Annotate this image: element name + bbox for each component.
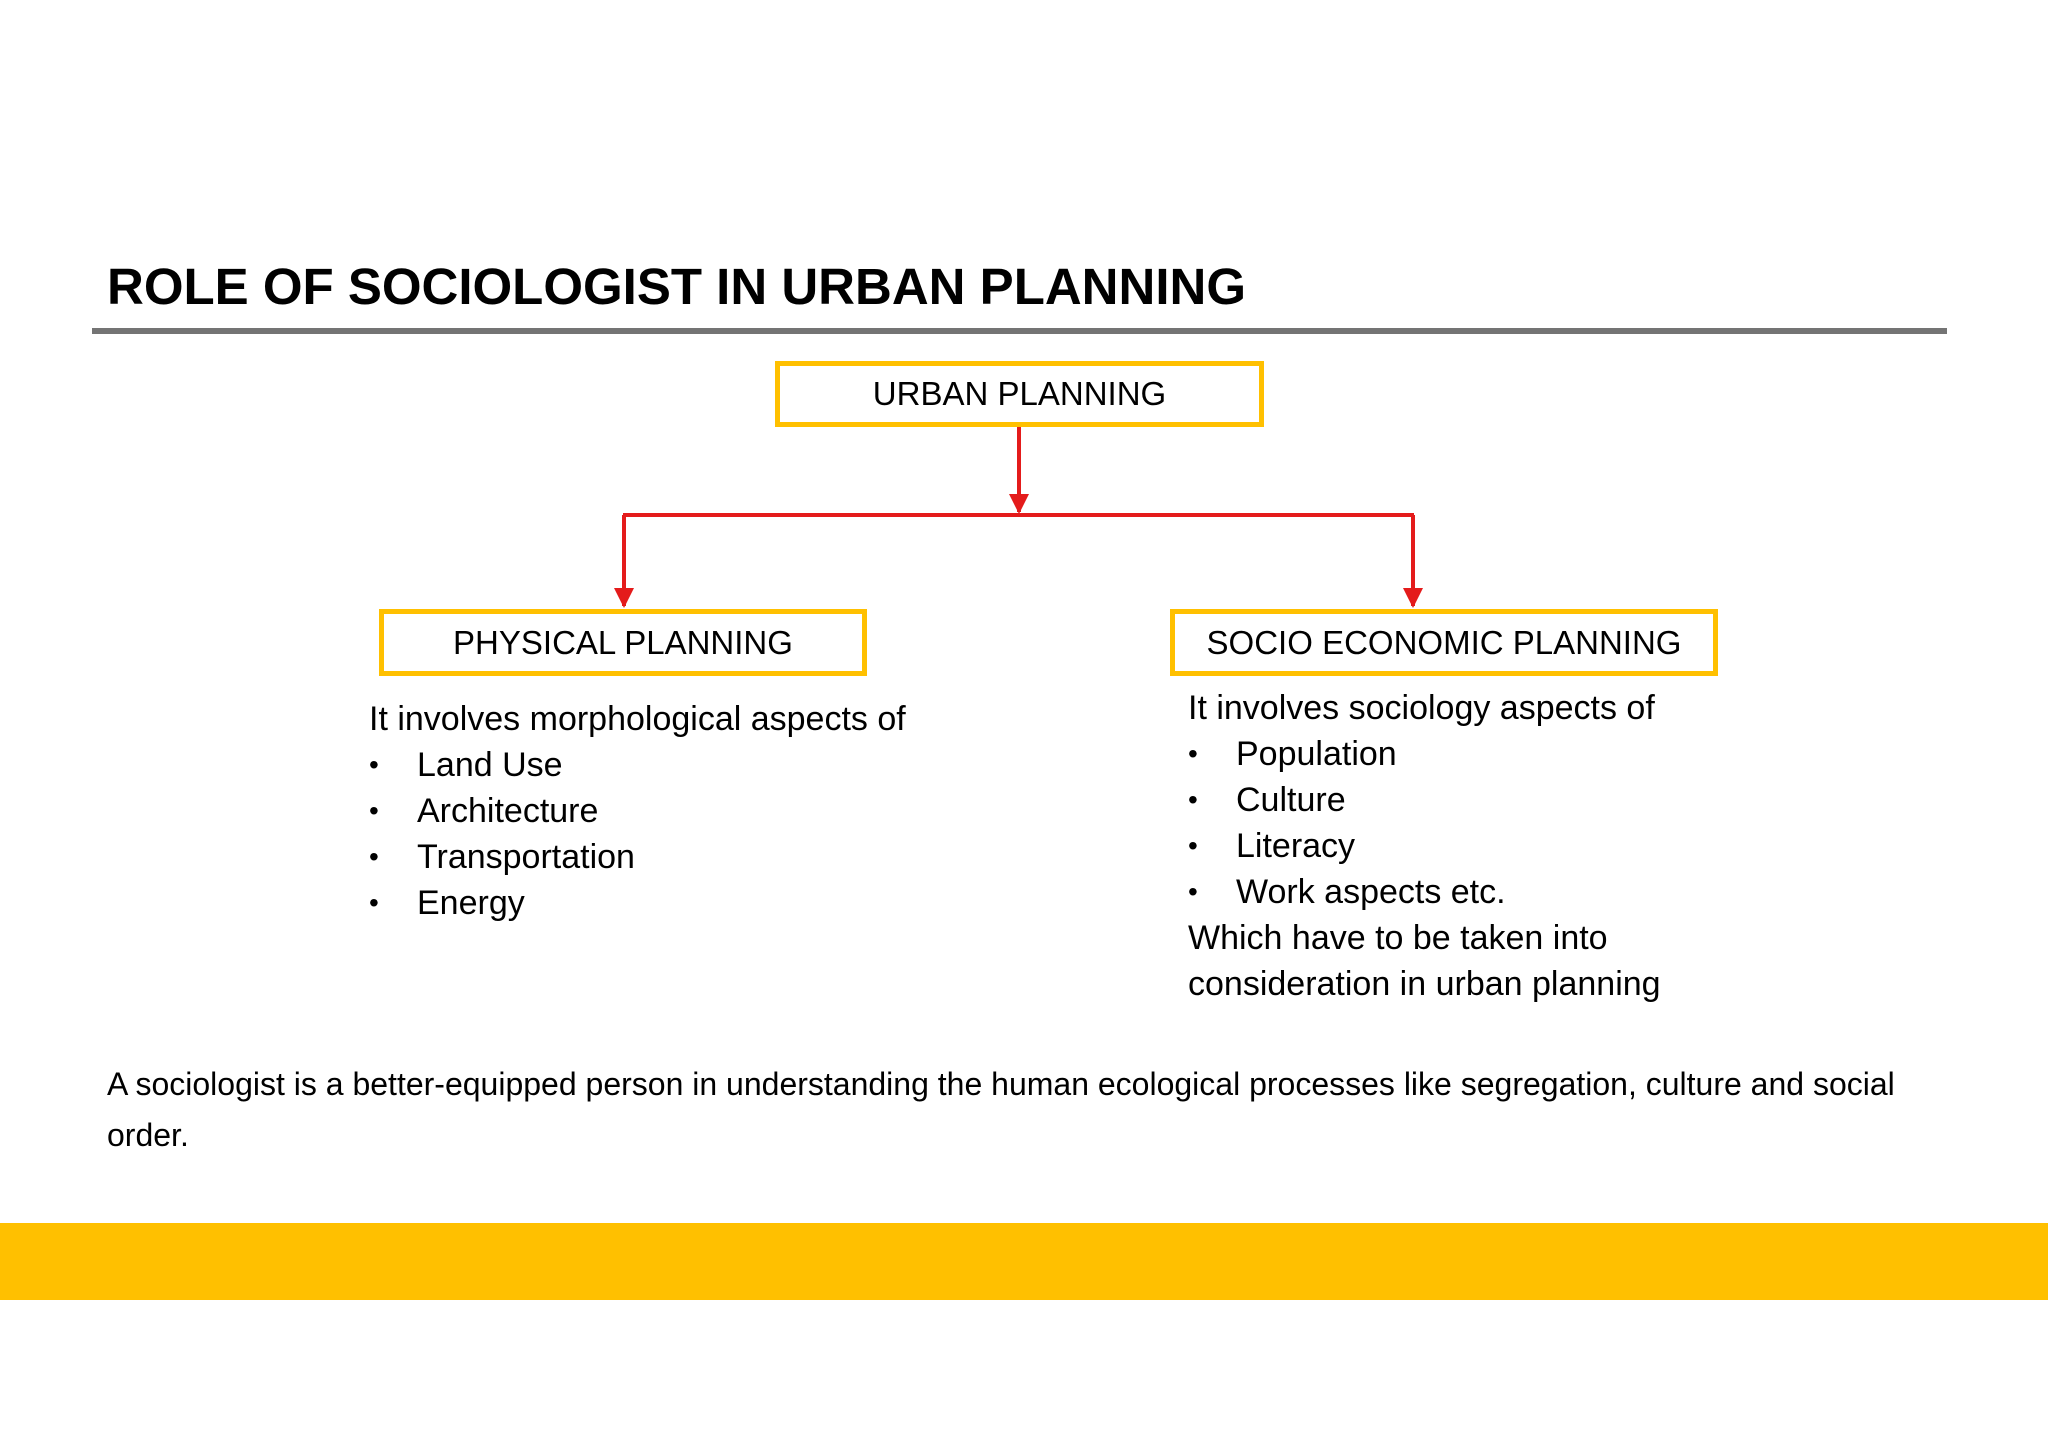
socio-economic-planning-intro: It involves sociology aspects of — [1188, 689, 1655, 727]
physical-planning-box — [379, 609, 867, 676]
bullet-icon: • — [369, 795, 379, 826]
list-item-label: Land Use — [417, 746, 563, 784]
physical-planning-label: PHYSICAL PLANNING — [453, 623, 793, 661]
bullet-icon: • — [369, 749, 379, 780]
socio-economic-planning-box — [1170, 609, 1718, 676]
socio-economic-planning-details — [1188, 685, 1661, 1007]
physical-planning-list — [369, 742, 906, 926]
bullet-icon: • — [1188, 830, 1198, 861]
list-item-label: Transportation — [417, 838, 635, 876]
list-item-label: Population — [1236, 735, 1397, 773]
bullet-icon: • — [1188, 738, 1198, 769]
bullet-icon: • — [1188, 876, 1198, 907]
list-item — [1188, 777, 1661, 823]
list-item-label: Work aspects etc. — [1236, 873, 1506, 911]
socio-economic-planning-outro-line-1: Which have to be taken into — [1188, 919, 1608, 957]
slide-title: ROLE OF SOCIOLOGIST IN URBAN PLANNING — [107, 258, 1247, 315]
list-item — [1188, 869, 1661, 915]
bullet-icon: • — [369, 887, 379, 918]
socio-economic-planning-list — [1188, 731, 1661, 915]
list-item-label: Culture — [1236, 781, 1346, 819]
socio-economic-planning-outro-line-2: consideration in urban planning — [1188, 965, 1661, 1003]
physical-planning-details — [369, 696, 906, 926]
sociologist-note: A sociologist is a better-equipped person in understanding the human ecological processes like segregation, culture and social order. — [107, 1066, 1895, 1153]
list-item — [369, 742, 906, 788]
urban-planning-box — [775, 361, 1264, 427]
list-item-label: Literacy — [1236, 827, 1356, 865]
footer-band — [0, 1223, 2048, 1300]
bullet-icon: • — [1188, 784, 1198, 815]
physical-planning-intro: It involves morphological aspects of — [369, 700, 906, 738]
list-item — [369, 788, 906, 834]
list-item — [369, 880, 906, 926]
list-item-label: Energy — [417, 884, 525, 922]
bullet-icon: • — [369, 841, 379, 872]
list-item-label: Architecture — [417, 792, 599, 830]
urban-planning-label: URBAN PLANNING — [872, 375, 1167, 412]
socio-economic-planning-label: SOCIO ECONOMIC PLANNING — [1206, 623, 1682, 661]
list-item — [1188, 823, 1661, 869]
list-item — [1188, 731, 1661, 777]
title-divider — [92, 328, 1947, 334]
list-item — [369, 834, 906, 880]
